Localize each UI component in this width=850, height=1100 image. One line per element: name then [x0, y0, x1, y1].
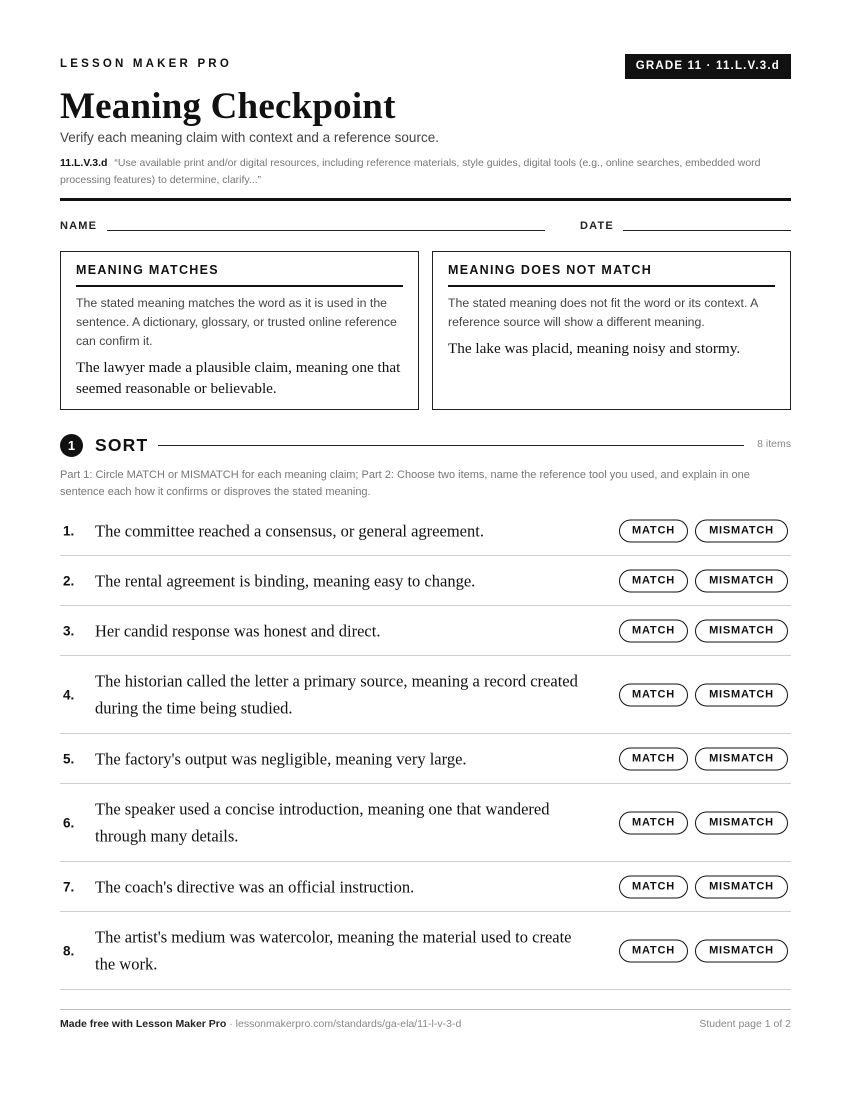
match-button[interactable]: MATCH	[619, 939, 688, 962]
meaning-matches-heading: MEANING MATCHES	[76, 263, 403, 287]
list-item	[60, 862, 791, 912]
worksheet-page	[60, 0, 791, 1100]
item-number: 2.	[63, 573, 75, 588]
list-item	[60, 912, 791, 990]
standard-text: “Use available print and/or digital resources, including reference materials, style guides, digital tools (e.g., online searches, embedded word processing features) to determine, clarify...”	[60, 157, 761, 186]
date-label: DATE	[580, 220, 614, 232]
match-button[interactable]: MATCH	[619, 811, 688, 834]
name-label: NAME	[60, 220, 98, 232]
item-number: 3.	[63, 623, 75, 638]
list-item	[60, 556, 791, 606]
match-button[interactable]: MATCH	[619, 747, 688, 770]
name-field[interactable]	[107, 230, 545, 231]
item-number: 6.	[63, 815, 75, 830]
mismatch-button[interactable]: MISMATCH	[695, 811, 788, 834]
item-text: The coach's directive was an official instruction.	[95, 876, 415, 896]
match-button[interactable]: MATCH	[619, 519, 688, 542]
page-number: Student page 1 of 2	[699, 1018, 791, 1030]
date-field[interactable]	[623, 230, 791, 231]
page-subtitle: Verify each meaning claim with context and a reference source.	[60, 130, 439, 145]
item-text: The rental agreement is binding, meaning easy to change.	[95, 570, 476, 590]
section-number-badge: 1	[60, 434, 83, 457]
meaning-not-match-box	[432, 251, 791, 410]
item-text: The speaker used a concise introduction, meaning one that wandered through many details.	[95, 799, 550, 846]
list-item	[60, 784, 791, 862]
match-button[interactable]: MATCH	[619, 619, 688, 642]
list-item	[60, 656, 791, 734]
section-item-count: 8 items	[757, 438, 791, 450]
mismatch-button[interactable]: MISMATCH	[695, 683, 788, 706]
page-title: Meaning Checkpoint	[60, 86, 396, 127]
list-item	[60, 506, 791, 556]
item-text: Her candid response was honest and direct.	[95, 620, 381, 640]
match-button[interactable]: MATCH	[619, 569, 688, 592]
item-text: The artist's medium was watercolor, meaning the material used to create the work.	[95, 927, 572, 974]
match-button[interactable]: MATCH	[619, 683, 688, 706]
item-text: The historian called the letter a primary source, meaning a record created during the time being studied.	[95, 671, 578, 718]
meaning-not-match-heading: MEANING DOES NOT MATCH	[448, 263, 775, 287]
meaning-not-match-description: The stated meaning does not fit the word or its context. A reference source will show a different meaning.	[448, 296, 758, 329]
section-header	[60, 434, 791, 458]
header-divider	[60, 198, 791, 201]
footer-separator: ·	[226, 1018, 236, 1030]
item-number: 7.	[63, 879, 75, 894]
meaning-matches-example: The lawyer made a plausible claim, meaning one that seemed reasonable or believable.	[76, 359, 401, 397]
item-number: 5.	[63, 751, 75, 766]
footer-made-with: Made free with Lesson Maker Pro	[60, 1018, 227, 1030]
item-number: 8.	[63, 943, 75, 958]
mismatch-button[interactable]: MISMATCH	[695, 619, 788, 642]
meaning-not-match-example: The lake was placid, meaning noisy and stormy.	[448, 340, 741, 357]
meaning-matches-description: The stated meaning matches the word as it is used in the sentence. A dictionary, glossary, or trusted online reference can confirm it.	[76, 296, 397, 348]
mismatch-button[interactable]: MISMATCH	[695, 747, 788, 770]
mismatch-button[interactable]: MISMATCH	[695, 569, 788, 592]
list-item	[60, 606, 791, 656]
section-title: SORT	[95, 435, 149, 455]
item-text: The committee reached a consensus, or general agreement.	[95, 520, 484, 540]
item-text: The factory's output was negligible, meaning very large.	[95, 748, 467, 768]
standard-note	[60, 155, 791, 189]
footer	[60, 1018, 791, 1030]
item-number: 4.	[63, 687, 75, 702]
brand-name: LESSON MAKER PRO	[60, 58, 232, 70]
mismatch-button[interactable]: MISMATCH	[695, 875, 788, 898]
mismatch-button[interactable]: MISMATCH	[695, 519, 788, 542]
item-list	[60, 506, 791, 990]
section-instructions: Part 1: Circle MATCH or MISMATCH for each meaning claim; Part 2: Choose two items, name the reference tool you used, and explain in one sentence each how it confirms or disproves the stated meaning.	[60, 469, 750, 498]
student-fields	[60, 219, 791, 237]
list-item	[60, 734, 791, 784]
standard-code: 11.L.V.3.d	[60, 157, 108, 169]
meaning-matches-box	[60, 251, 419, 410]
item-number: 1.	[63, 523, 75, 538]
grade-badge: GRADE 11 · 11.L.V.3.d	[625, 54, 791, 79]
mismatch-button[interactable]: MISMATCH	[695, 939, 788, 962]
match-button[interactable]: MATCH	[619, 875, 688, 898]
section-divider	[158, 445, 744, 446]
footer-divider	[60, 1009, 791, 1010]
footer-url: lessonmakerpro.com/standards/ga-ela/11-l-v-3-d	[235, 1018, 462, 1030]
